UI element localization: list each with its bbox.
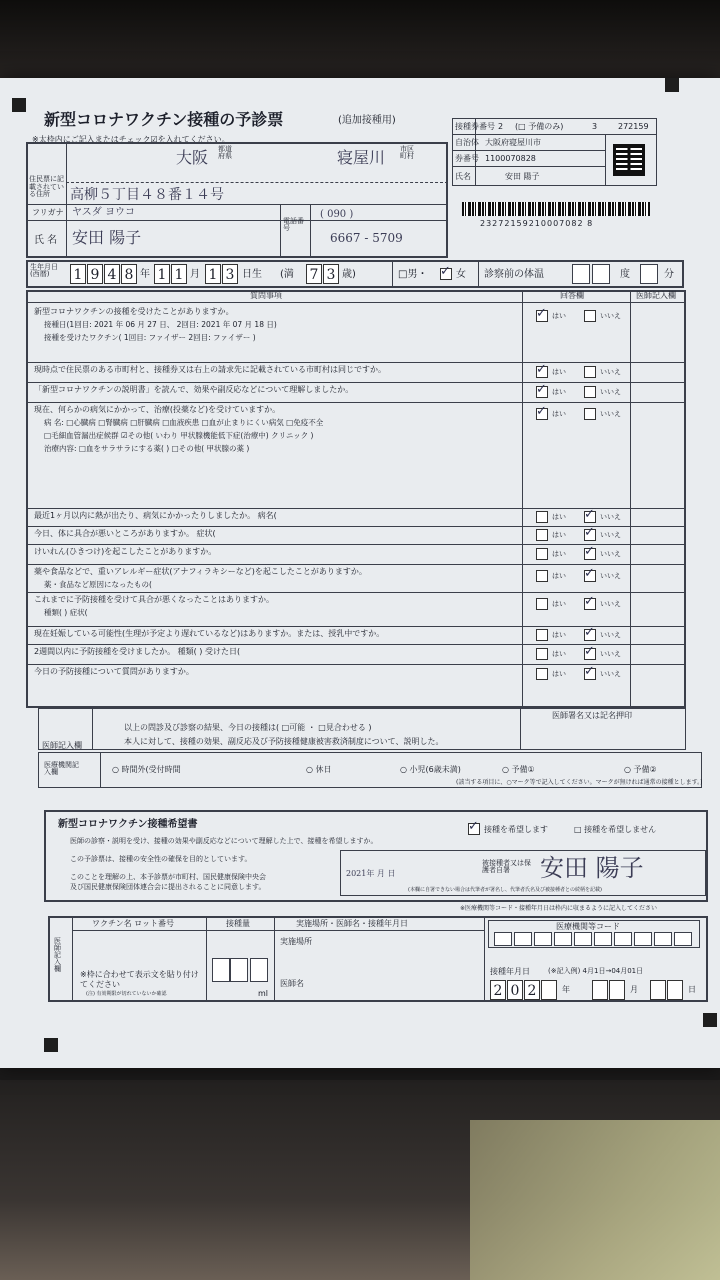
- doctor-header: 医師記入欄: [636, 291, 676, 300]
- birth-digit: 1: [70, 264, 86, 284]
- furigana-label: フリガナ: [32, 208, 64, 217]
- question-text: けいれん(ひきつけ)を起こしたことがありますか。: [34, 547, 217, 556]
- age-digit: 7: [306, 264, 322, 284]
- gender-male[interactable]: □男・: [398, 269, 428, 280]
- furigana-value: ヤスダ ヨウコ: [72, 207, 135, 218]
- row-divider: [26, 592, 686, 593]
- question-text: 現在妊娠している可能性(生理が予定より遅れているなど)はありますか。または、授乳中ですか。: [34, 629, 385, 638]
- prefecture-suffix: 都道府県: [218, 145, 232, 160]
- barcode-number: 23272159210007082 8: [480, 219, 594, 228]
- clinic-code-digit[interactable]: [594, 932, 612, 946]
- check-mark-icon: ✓: [584, 594, 595, 609]
- phone-area: ( 090 ): [320, 209, 354, 220]
- birth-digit: 1: [154, 264, 170, 284]
- registration-mark: [12, 98, 26, 112]
- voucher-row-value: 1100070828: [485, 154, 536, 163]
- age-prefix: (満: [280, 269, 294, 280]
- answer-yes-label: はい: [552, 631, 566, 639]
- place-label: 実施場所: [280, 937, 312, 946]
- answer-no-label: いいえ: [600, 631, 621, 639]
- name-value: 安田 陽子: [72, 228, 142, 247]
- day-digit-input[interactable]: [667, 980, 683, 1000]
- sticker-instruction: ※枠に合わせて表示文を貼り付けてください: [80, 970, 199, 990]
- answer-no-label: いいえ: [600, 670, 621, 678]
- question-text: 最近1ヶ月以内に熱が出たり、病気にかかったりしましたか。 病名(: [34, 511, 277, 520]
- answer-yes-checkbox[interactable]: [536, 529, 548, 541]
- code-note: ※医療機関等コード・接種年月日は枠内に収まるように記入してください: [460, 905, 658, 912]
- answer-yes-label: はい: [552, 572, 566, 580]
- answer-yes-checkbox[interactable]: [536, 548, 548, 560]
- clinic-code-digit[interactable]: [674, 932, 692, 946]
- dose-digit-box[interactable]: [212, 958, 230, 982]
- check-mark-icon: ✓: [536, 382, 547, 397]
- dose-digit-box[interactable]: [230, 958, 248, 982]
- address-prefecture: 大阪: [176, 148, 209, 167]
- check-mark-icon: ✓: [536, 306, 547, 321]
- question-detail: 接種日(1回目: 2021 年 06 月 27 日、 2回目: 2021 年 07 月 18 日): [44, 320, 277, 329]
- clinic-entry-label: 医療機関記入欄: [44, 761, 79, 776]
- decimal-label: 分: [664, 269, 674, 280]
- day-suffix: 日: [688, 985, 696, 994]
- form-subtitle: (追加接種用): [338, 115, 396, 126]
- voucher-num3: 3: [592, 122, 598, 131]
- day-suffix: 日生: [242, 269, 262, 280]
- question-text: 新型コロナワクチンの接種を受けたことがありますか。: [34, 307, 234, 316]
- consent-want-label: 接種を希望します: [484, 825, 548, 834]
- question-text: 2週間以内に予防接種を受けましたか。 種類( ) 受けた日(: [34, 647, 241, 656]
- answer-yes-label: はい: [552, 513, 566, 521]
- instruction-text: ※太枠内にご記入またはチェック☑を入れてください。: [32, 135, 230, 144]
- answer-no-label: いいえ: [600, 312, 621, 320]
- birth-digit: 1: [171, 264, 187, 284]
- answer-yes-checkbox[interactable]: [536, 570, 548, 582]
- year-digit-input[interactable]: [541, 980, 557, 1000]
- clinic-code-digit[interactable]: [514, 932, 532, 946]
- barcode: [462, 202, 650, 216]
- patient-signature: 安田 陽子: [540, 854, 644, 882]
- row-divider: [26, 402, 686, 403]
- city-suffix: 市区町村: [400, 145, 414, 160]
- year-digit: 0: [507, 980, 523, 1000]
- question-text: 今日、体に具合が悪いところがありますか。 症状(: [34, 529, 216, 538]
- dose-digit-box[interactable]: [250, 958, 268, 982]
- place-column-header: 実施場所・医師名・接種年月日: [296, 919, 408, 928]
- check-mark-icon: ✓: [468, 819, 479, 834]
- check-mark-icon: ✓: [584, 625, 595, 640]
- check-mark-icon: ✓: [584, 664, 595, 679]
- answer-no-label: いいえ: [600, 600, 621, 608]
- question-detail: 接種を受けたワクチン( 1回目: ファイザー 2回目: ファイザー ): [44, 333, 256, 342]
- form-title: 新型コロナワクチン接種の予診票: [44, 110, 284, 129]
- address-street: 高柳５丁目４８番１４号: [70, 187, 224, 203]
- day-digit-input[interactable]: [650, 980, 666, 1000]
- answer-yes-label: はい: [552, 388, 566, 396]
- clinic-code-digit[interactable]: [574, 932, 592, 946]
- year-suffix: 年: [140, 269, 150, 280]
- birth-digit: 4: [104, 264, 120, 284]
- answer-no-checkbox[interactable]: [584, 310, 596, 322]
- voucher-code: 272159: [618, 122, 649, 131]
- temp-digit-box[interactable]: [572, 264, 590, 284]
- consent-not-want-label[interactable]: □ 接種を希望しません: [574, 825, 657, 834]
- consent-agreement-1: このことを理解の上、本予診票が市町村、国民健康保険中央会: [70, 873, 266, 881]
- doctor-explanation-text: 本人に対して、接種の効果、副反応及び予防接種健康被害救済制度について、説明した。: [124, 737, 444, 746]
- vaccination-date-label: 接種年月日: [490, 967, 530, 976]
- birth-digit: 1: [205, 264, 221, 284]
- month-suffix: 月: [630, 985, 638, 994]
- clinic-option-child[interactable]: 小児(6歳未満): [409, 765, 461, 774]
- clinic-code-digit[interactable]: [634, 932, 652, 946]
- doctor-name-label: 医師名: [280, 979, 304, 988]
- birth-digit: 8: [121, 264, 137, 284]
- answer-yes-checkbox[interactable]: [536, 668, 548, 680]
- clinic-code-digit[interactable]: [494, 932, 512, 946]
- age-suffix: 歳): [342, 269, 356, 280]
- clinic-option-reserve1[interactable]: 予備①: [511, 765, 535, 774]
- consent-question: 医師の診察・説明を受け、接種の効果や副反応などについて理解した上で、接種を希望しますか。: [70, 837, 378, 845]
- degree-label: 度: [620, 269, 630, 280]
- answer-yes-label: はい: [552, 368, 566, 376]
- row-divider: [26, 564, 686, 565]
- question-text: これまでに予防接種を受けて具合が悪くなったことはありますか。: [34, 595, 274, 604]
- consent-purpose: この予診票は、接種の安全性の確保を目的としています。: [70, 855, 252, 863]
- answer-yes-label: はい: [552, 670, 566, 678]
- question-text: 薬や食品などで、重いアレルギー症状(アナフィラキシーなど)を起こしたことがありますか。: [34, 567, 367, 576]
- month-suffix: 月: [190, 269, 200, 280]
- answer-yes-label: はい: [552, 650, 566, 658]
- question-text: 今日の予防接種について質問がありますか。: [34, 667, 194, 676]
- voucher-num2: (□ 予備のみ): [515, 122, 564, 131]
- check-mark-icon: ✓: [584, 507, 595, 522]
- question-detail: 薬・食品など原因になったもの(: [44, 580, 152, 589]
- answer-no-label: いいえ: [600, 550, 621, 558]
- doctor-judgement-text: 以上の問診及び診察の結果、今日の接種は( □可能 ・ □見合わせる ): [124, 723, 372, 732]
- question-text: 現在、何らかの病気にかかって、治療(投薬など)を受けていますか。: [34, 405, 281, 414]
- consent-date: 2021年 月 日: [346, 869, 396, 878]
- answer-no-checkbox[interactable]: [584, 408, 596, 420]
- registration-mark: [44, 1038, 58, 1052]
- question-detail: 病 名: □心臓病 □腎臓病 □肝臓病 □血液疾患 □血が止まりにくい病気 □免疫不全: [44, 418, 324, 427]
- check-mark-icon: ✓: [536, 362, 547, 377]
- phone-label: 電話番号: [283, 217, 304, 232]
- voucher-row-value: 大阪府寝屋川市: [485, 138, 541, 147]
- vaccine-column-header: ワクチン名 ロット番号: [92, 919, 174, 928]
- check-mark-icon: ✓: [584, 566, 595, 581]
- answer-yes-checkbox[interactable]: [536, 598, 548, 610]
- voucher-row-label: 券番号: [455, 154, 479, 163]
- questions-header: 質問事項: [250, 291, 282, 300]
- question-text: 現時点で住民票のある市町村と、接種券又は右上の請求先に記載されている市町村は同じですか。: [34, 365, 386, 374]
- answer-no-checkbox[interactable]: [584, 366, 596, 378]
- temp-decimal-box[interactable]: [640, 264, 658, 284]
- qr-code: [613, 144, 645, 176]
- answers-header: 回答欄: [560, 291, 584, 300]
- clinic-code-digit[interactable]: [554, 932, 572, 946]
- question-detail: □毛細血管漏出症候群 ☑その他( いわり 甲状腺機能低下症(治療中) クリニック ): [44, 431, 314, 440]
- phone-number: 6667 - 5709: [330, 231, 403, 245]
- answer-yes-label: はい: [552, 550, 566, 558]
- row-divider: [26, 382, 686, 383]
- floor-patch: [470, 1120, 720, 1280]
- ml-unit: ml: [258, 989, 269, 998]
- temp-digit-box[interactable]: [592, 264, 610, 284]
- voucher-row-label: 氏名: [455, 172, 471, 181]
- date-example: (※記入例) 4月1日→04月01日: [548, 967, 644, 975]
- record-label: 医師記入欄: [54, 937, 61, 973]
- answer-yes-label: はい: [552, 410, 566, 418]
- answer-no-label: いいえ: [600, 650, 621, 658]
- birth-digit: 9: [87, 264, 103, 284]
- row-divider: [26, 362, 686, 363]
- birth-digit: 3: [222, 264, 238, 284]
- question-text: 「新型コロナワクチンの説明書」を読んで、効果や副反応などについて理解しましたか。: [34, 385, 354, 394]
- address-city: 寝屋川: [337, 148, 386, 167]
- clinic-note: (該当する項目に、○マーク等で記入してください。マークが無ければ通常の接種とします。): [456, 779, 703, 786]
- voucher-num1: 2: [498, 122, 504, 131]
- signer-label: 被接種者又は保護者自署: [482, 859, 531, 874]
- gender-female: 女: [456, 269, 466, 280]
- answer-no-label: いいえ: [600, 410, 621, 418]
- address-label: 住民票に記載されている住所: [29, 175, 64, 199]
- year-digit: 2: [490, 980, 506, 1000]
- answer-yes-checkbox[interactable]: [536, 629, 548, 641]
- temperature-label: 診察前の体温: [484, 269, 544, 280]
- check-mark-icon: ✓: [536, 404, 547, 419]
- answer-no-label: いいえ: [600, 388, 621, 396]
- background-top: [0, 0, 720, 90]
- age-digit: 3: [323, 264, 339, 284]
- year-digit: 2: [524, 980, 540, 1000]
- answer-no-label: いいえ: [600, 513, 621, 521]
- consent-agreement-2: 及び国民健康保険団体連合会に提出されることに同意します。: [70, 883, 266, 891]
- registration-mark: [703, 1013, 717, 1027]
- check-mark-icon: ✓: [440, 264, 451, 279]
- clinic-code-digit[interactable]: [614, 932, 632, 946]
- clinic-option-holiday[interactable]: 休日: [315, 765, 332, 774]
- month-digit-input[interactable]: [609, 980, 625, 1000]
- answer-yes-label: はい: [552, 600, 566, 608]
- dose-column-header: 接種量: [226, 919, 250, 928]
- voucher-label: 接種券番号: [455, 122, 495, 131]
- consent-title: 新型コロナワクチン接種希望書: [58, 819, 198, 830]
- answer-yes-checkbox[interactable]: [536, 511, 548, 523]
- check-mark-icon: ✓: [584, 544, 595, 559]
- clinic-code-digit[interactable]: [654, 932, 672, 946]
- doctor-signature-label: 医師署名又は記名押印: [552, 711, 632, 720]
- clinic-code-digit[interactable]: [534, 932, 552, 946]
- clinic-option-reserve2[interactable]: 予備②: [633, 765, 657, 774]
- month-digit-input[interactable]: [592, 980, 608, 1000]
- signature-note: (本欄に自署できない場合は代筆者が署名し、代筆者氏名及び被接種者との続柄を記載): [408, 887, 602, 893]
- check-mark-icon: ✓: [584, 525, 595, 540]
- answer-no-checkbox[interactable]: [584, 386, 596, 398]
- document-paper: 新型コロナワクチン接種の予診票 (追加接種用) ※太枠内にご記入またはチェック☑を入れてください。 接種券番号 2 (□ 予備のみ) 3 272159 自治体 大阪府寝屋川市 券番号 1100070828 氏名 安田 陽子 23272159210007082 8 住民票に記載されている住所 大阪 都道府県 寝屋川 市区町村 高柳５丁目４８番１４号 フリガナ ヤスダ ヨウコ 氏 名 安田 陽子 電話番号 ( 090 ) 6667 - 5709 生年月日(西暦) 1 9 4 8 年 1 1 月 1 3 日生 (満 7 3 歳) □男・ ✓ 女 診察前の体温 度 分 質問事項 回答欄 医師記入欄 新型コロナワクチンの接種を受けたことがありますか。 接種日(1回目: 2021 年 06 月 27 日、 2回目: 2021 年 07 月 18 日) 接種を受けたワクチン( 1回目: ファイザー 2回目: ファイザー ) ✓ はい いいえ 現時点で住民票のある市町村と、接種券又は右上の請求先に記載されている市町村は同じですか。 ✓ はい いいえ 「新型コロナワクチンの説明書」を読んで、効果や副反応などについて理解しましたか。 ✓ はい いいえ 現在、何らかの病気にかかって、治療(投薬など)を受けていますか。 病 名: □心臓病 □腎臓病 □肝臓病 □血液疾患 □血が止まりにくい病気 □免疫不全 □毛細血管漏出症候群 ☑その他( いわり 甲状腺機能低下症(治療中) クリニック ) 治療内容: □血をサラサラにする薬( ) □その他( 甲状腺の薬 ) ✓ はい いいえ 最近1ヶ月以内に熱が出たり、病気にかかったりしましたか。 病名( はい ✓ いいえ 今日、体に具合が悪いところがありますか。 症状( はい ✓ いいえ けいれん(ひきつけ)を起こしたことがありますか。 はい ✓ いいえ 薬や食品などで、重いアレルギー症状(アナフィラキシーなど)を起こしたことがありますか。 薬・食品など原因になったもの( はい ✓ いいえ これまでに予防接種を受けて具合が悪くなったことはありますか。 種類( ) 症状( はい ✓ いいえ 現在妊娠している可能性(生理が予定より遅れているなど)はありますか。または、授乳中ですか。 はい ✓ いいえ 2週間以内に予防接種を受けましたか。 種類( ) 受けた日( はい ✓ いいえ 今日の予防接種について質問がありますか。 はい ✓ いいえ 医師記入欄 以上の問診及び診察の結果、今日の接種は( □可能 ・ □見合わせる ) 本人に対して、接種の効果、副反応及び予防接種健康被害救済制度について、説明した。 医師署名又は記名押印 医療機関記入欄 ○ 時間外(受付時間 ○ 休日 ○ 小児(6歳未満) ○ 予備① ○ 予備② (該当する項目に、○マーク等で記入してください。マークが無ければ通常の接種とします。) 新型コロナワクチン接種希望書 医師の診察・説明を受け、接種の効果や副反応などについて理解した上で、接種を希望しますか。 ✓ 接種を希望します □ 接種を希望しません この予診票は、接種の安全性の確保を目的としています。 このことを理解の上、本予診票が市町村、国民健康保険中央会 及び国民健康保険団体連合会に提出されることに同意します。 2021年 月 日 被接種者又は保護者自署 安田 陽子 (本欄に自署できない場合は代筆者が署名し、代筆者氏名及び被接種者との続柄を記載) ※医療機関等コード・接種年月日は枠内に収まるように記入してください 医師記入欄 ワクチン名 ロット番号 接種量 実施場所・医師名・接種年月日 ※枠に合わせて表示文を貼り付けてください (注) 有効期限が切れていないか確認 ml 実施場所 医師名 医療機関等コード 接種年月日 (※記入例) 4月1日→04月01日 2 0 2 年 月 日: [0, 78, 720, 1068]
- answer-no-label: いいえ: [600, 572, 621, 580]
- voucher-row-value: 安田 陽子: [505, 172, 540, 181]
- doctor-entry-label: 医師記入欄: [42, 741, 82, 750]
- year-suffix: 年: [562, 985, 570, 994]
- check-mark-icon: ✓: [584, 644, 595, 659]
- answer-yes-label: はい: [552, 312, 566, 320]
- voucher-row-label: 自治体: [455, 138, 479, 147]
- registration-mark: [665, 78, 679, 92]
- sticker-note: (注) 有効期限が切れていないか確認: [86, 991, 167, 997]
- clinic-option-overtime[interactable]: 時間外(受付時間: [121, 765, 181, 774]
- question-detail: 種類( ) 症状(: [44, 608, 88, 617]
- question-detail: 治療内容: □血をサラサラにする薬( ) □その他( 甲状腺の薬 ): [44, 444, 250, 453]
- birth-label: 生年月日(西暦): [30, 263, 58, 278]
- answer-no-label: いいえ: [600, 531, 621, 539]
- answer-yes-checkbox[interactable]: [536, 648, 548, 660]
- clinic-code-label: 医療機関等コード: [556, 922, 620, 931]
- name-label: 氏 名: [34, 235, 58, 246]
- answer-no-label: いいえ: [600, 368, 621, 376]
- answer-yes-label: はい: [552, 531, 566, 539]
